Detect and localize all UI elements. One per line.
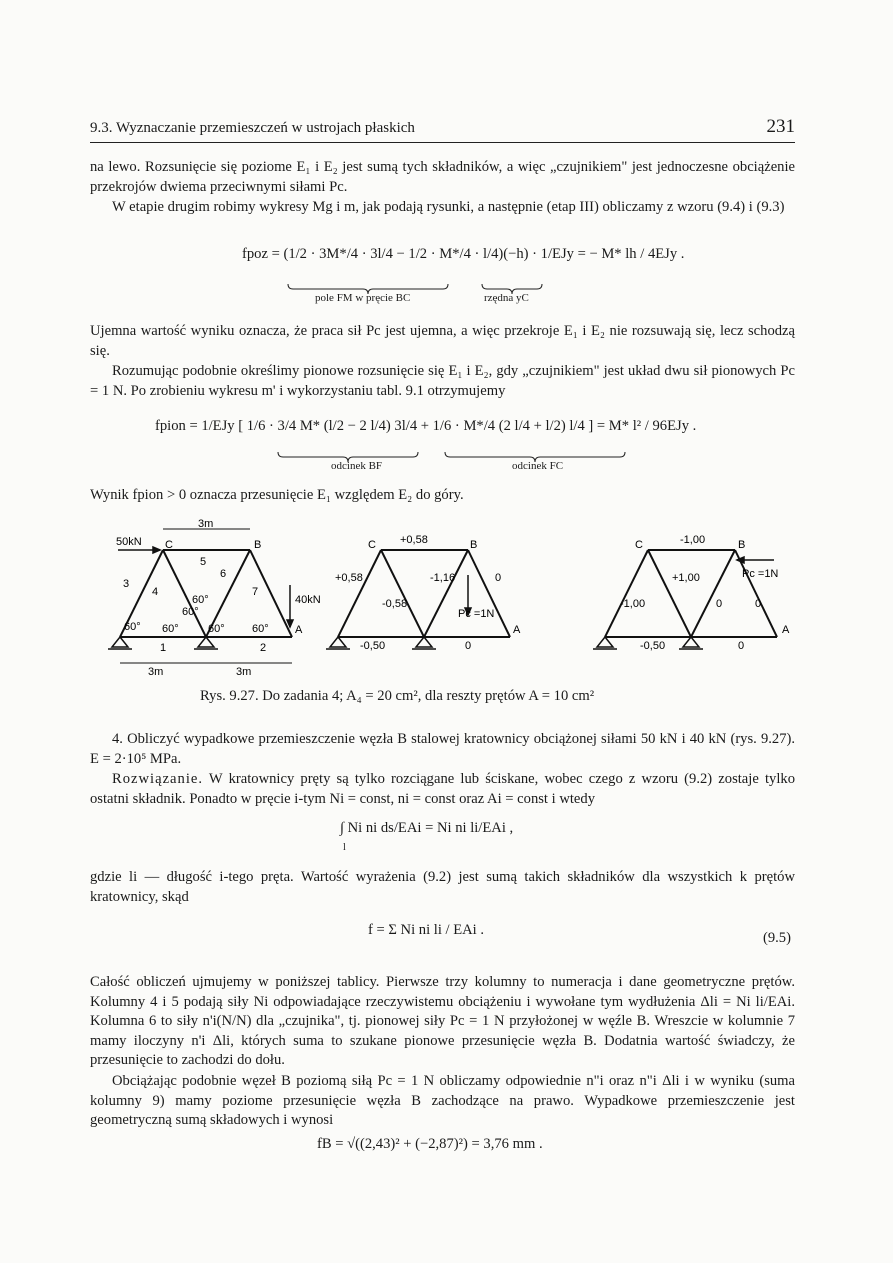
bar-label: 4 xyxy=(152,586,159,598)
force-label: -0,50 xyxy=(640,640,666,652)
angle-label: 60° xyxy=(124,621,141,633)
node-label: A xyxy=(295,624,303,636)
node-label: B xyxy=(254,539,262,551)
force-label: 0 xyxy=(738,640,745,652)
bar-label: 1 xyxy=(160,642,167,654)
paragraph: Wynik fpion > 0 oznacza przesunięcie E₁ względem E₂ do góry. xyxy=(90,487,464,503)
paragraph: 4. Obliczyć wypadkowe przemieszczenie węzła B stalowej kratownicy obciążonej siłami 50 kN i 40 kN (rys. 9.27). E = 2·10⁵ MPa. xyxy=(90,731,795,767)
paragraph: Ujemna wartość wyniku oznacza, że praca sił Pc jest ujemna, a więc przekroje E₁ i E₂ nie rozsuwają się, lecz schodzą się. xyxy=(90,323,795,359)
paragraph-text: W kratownicy pręty są tylko rozciągane lub ściskane, wobec czego z wzoru (9.2) zostaje tylko ostatni składnik. Ponadto w pręcie i-tym Ni = const, ni = const oraz Ai = const i wtedy xyxy=(90,771,795,807)
force-label: -0,50 xyxy=(360,640,386,652)
paragraph xyxy=(90,770,795,809)
force-label: 0 xyxy=(716,598,723,610)
bar-label: 6 xyxy=(220,568,227,580)
angle-label: 60° xyxy=(162,623,179,635)
dimension-label: 3m xyxy=(198,518,214,530)
force-label: 0 xyxy=(495,572,502,584)
force-label: +0,58 xyxy=(335,572,363,584)
running-title: 9.3. Wyznaczanie przemieszczeń w ustrojach płaskich xyxy=(90,120,415,136)
truss-2-members xyxy=(338,550,510,637)
equation-underbrace-label: pole FM w pręcie BC xyxy=(315,292,411,304)
equation-fb: fB = √((2,43)² + (−2,87)²) = 3,76 mm . xyxy=(317,1136,543,1152)
load-label: Pc =1N xyxy=(458,608,495,620)
solution-heading: Rozwiązanie. xyxy=(112,771,204,787)
node-label: C xyxy=(165,539,173,551)
load-label: 50kN xyxy=(116,536,142,548)
node-label: B xyxy=(738,539,746,551)
node-label: A xyxy=(782,624,790,636)
equation-number: (9.5) xyxy=(763,930,791,946)
angle-label: 60° xyxy=(208,623,225,635)
dimension-label: 3m xyxy=(148,666,164,678)
truss-3-members xyxy=(605,550,777,637)
equation-subscript: l xyxy=(343,842,346,853)
equation-integral: ∫ Ni ni ds/EAi = Ni ni li/EAi , xyxy=(340,820,514,836)
paragraph: na lewo. Rozsunięcie się poziome E₁ i E₂ jest sumą tych składników, a więc „czujnikiem" jest jednoczesne obciążenie przekrojów dwiema przeciwnymi siłami Pc. xyxy=(90,159,795,195)
force-label: +1,00 xyxy=(672,572,700,584)
equation-fpoz: fpoz = (1/2 · 3M*/4 · 3l/4 − 1/2 · M*/4 · l/4)(−h) · 1/EJy = − M* lh / 4EJy . xyxy=(242,246,685,262)
paragraph: Rozumując podobnie określimy pionowe rozsunięcie się E₁ i E₂, gdy „czujnikiem" jest układ dwu sił pionowych Pc = 1 N. Po zrobieniu wykresu m' i wykorzystaniu tabl. 9.1 otrzymujemy xyxy=(90,363,795,399)
paragraph: Obciążając podobnie węzeł B poziomą siłą Pc = 1 N obliczamy odpowiednie n"i oraz n"i Δli i w wyniku (suma kolumny 9) mamy poziome przesunięcie węzła B zachodzące na prawo. Wypadkowe przemieszczenie jest geometryczną sumą składowych i wynosi xyxy=(90,1073,795,1129)
angle-label: 60° xyxy=(182,606,199,618)
bar-label: 5 xyxy=(200,556,207,568)
bar-label: 2 xyxy=(260,642,267,654)
force-label: -1,16 xyxy=(430,572,456,584)
force-label: -1,00 xyxy=(620,598,646,610)
paragraph: gdzie li — długość i-tego pręta. Wartość wyrażenia (9.2) jest sumą takich składników dla wszystkich k prętów kratownicy, skąd xyxy=(90,869,795,905)
bar-label: 7 xyxy=(252,586,259,598)
angle-label: 60° xyxy=(252,623,269,635)
force-label: 0 xyxy=(465,640,472,652)
node-label: C xyxy=(368,539,376,551)
load-label: 40kN xyxy=(295,594,321,606)
dimension-label: 3m xyxy=(236,666,252,678)
paragraph: W etapie drugim robimy wykresy Mg i m, jak podają rysunki, a następnie (etap III) obliczamy z wzoru (9.4) i (9.3) xyxy=(112,199,785,215)
force-label: -0,58 xyxy=(382,598,408,610)
force-label: -1,00 xyxy=(680,534,706,546)
equation-sum: f = Σ Ni ni li / EAi . xyxy=(368,922,485,938)
angle-label: 60° xyxy=(192,594,209,606)
equation-underbrace-label: rzędna yC xyxy=(484,292,529,304)
page-number: 231 xyxy=(766,116,795,137)
node-label: C xyxy=(635,539,643,551)
figure-trusses xyxy=(90,515,800,680)
equation-fpion: fpion = 1/EJy [ 1/6 · 3/4 M* (l/2 − 2 l/4) 3l/4 + 1/6 · M*/4 (2 l/4 + l/2) l/4 ] = M* l² / 96EJy . xyxy=(155,418,697,434)
node-label: B xyxy=(470,539,478,551)
force-label: +0,58 xyxy=(400,534,428,546)
figure-caption: Rys. 9.27. Do zadania 4; A₄ = 20 cm², dla reszty prętów A = 10 cm² xyxy=(200,688,595,704)
load-label: Pc =1N xyxy=(742,568,779,580)
force-label: 0 xyxy=(755,598,762,610)
paragraph: Całość obliczeń ujmujemy w poniższej tablicy. Pierwsze trzy kolumny to numeracja i dane geometryczne prętów. Kolumny 4 i 5 podają siły Ni odpowiadające rzeczywistemu obciążeniu i wywołane tym wydłużenia Δli = Ni li/EAi. Kolumna 6 to siły n'i(N/N) dla „czujnika", tj. pionowej siły Pc = 1 N przyłożonej w węźle B. Wreszcie w kolumnie 7 mamy iloczyny n'i Δli, których suma to szukane pionowe przesunięcie węzła B. Dodatnia wartość świadczy, że przesunięcie to zachodzi do dołu. xyxy=(90,974,795,1069)
equation-underbrace-label: odcinek FC xyxy=(512,460,564,472)
node-label: A xyxy=(513,624,521,636)
equation-underbrace-label: odcinek BF xyxy=(331,460,383,472)
bar-label: 3 xyxy=(123,578,130,590)
